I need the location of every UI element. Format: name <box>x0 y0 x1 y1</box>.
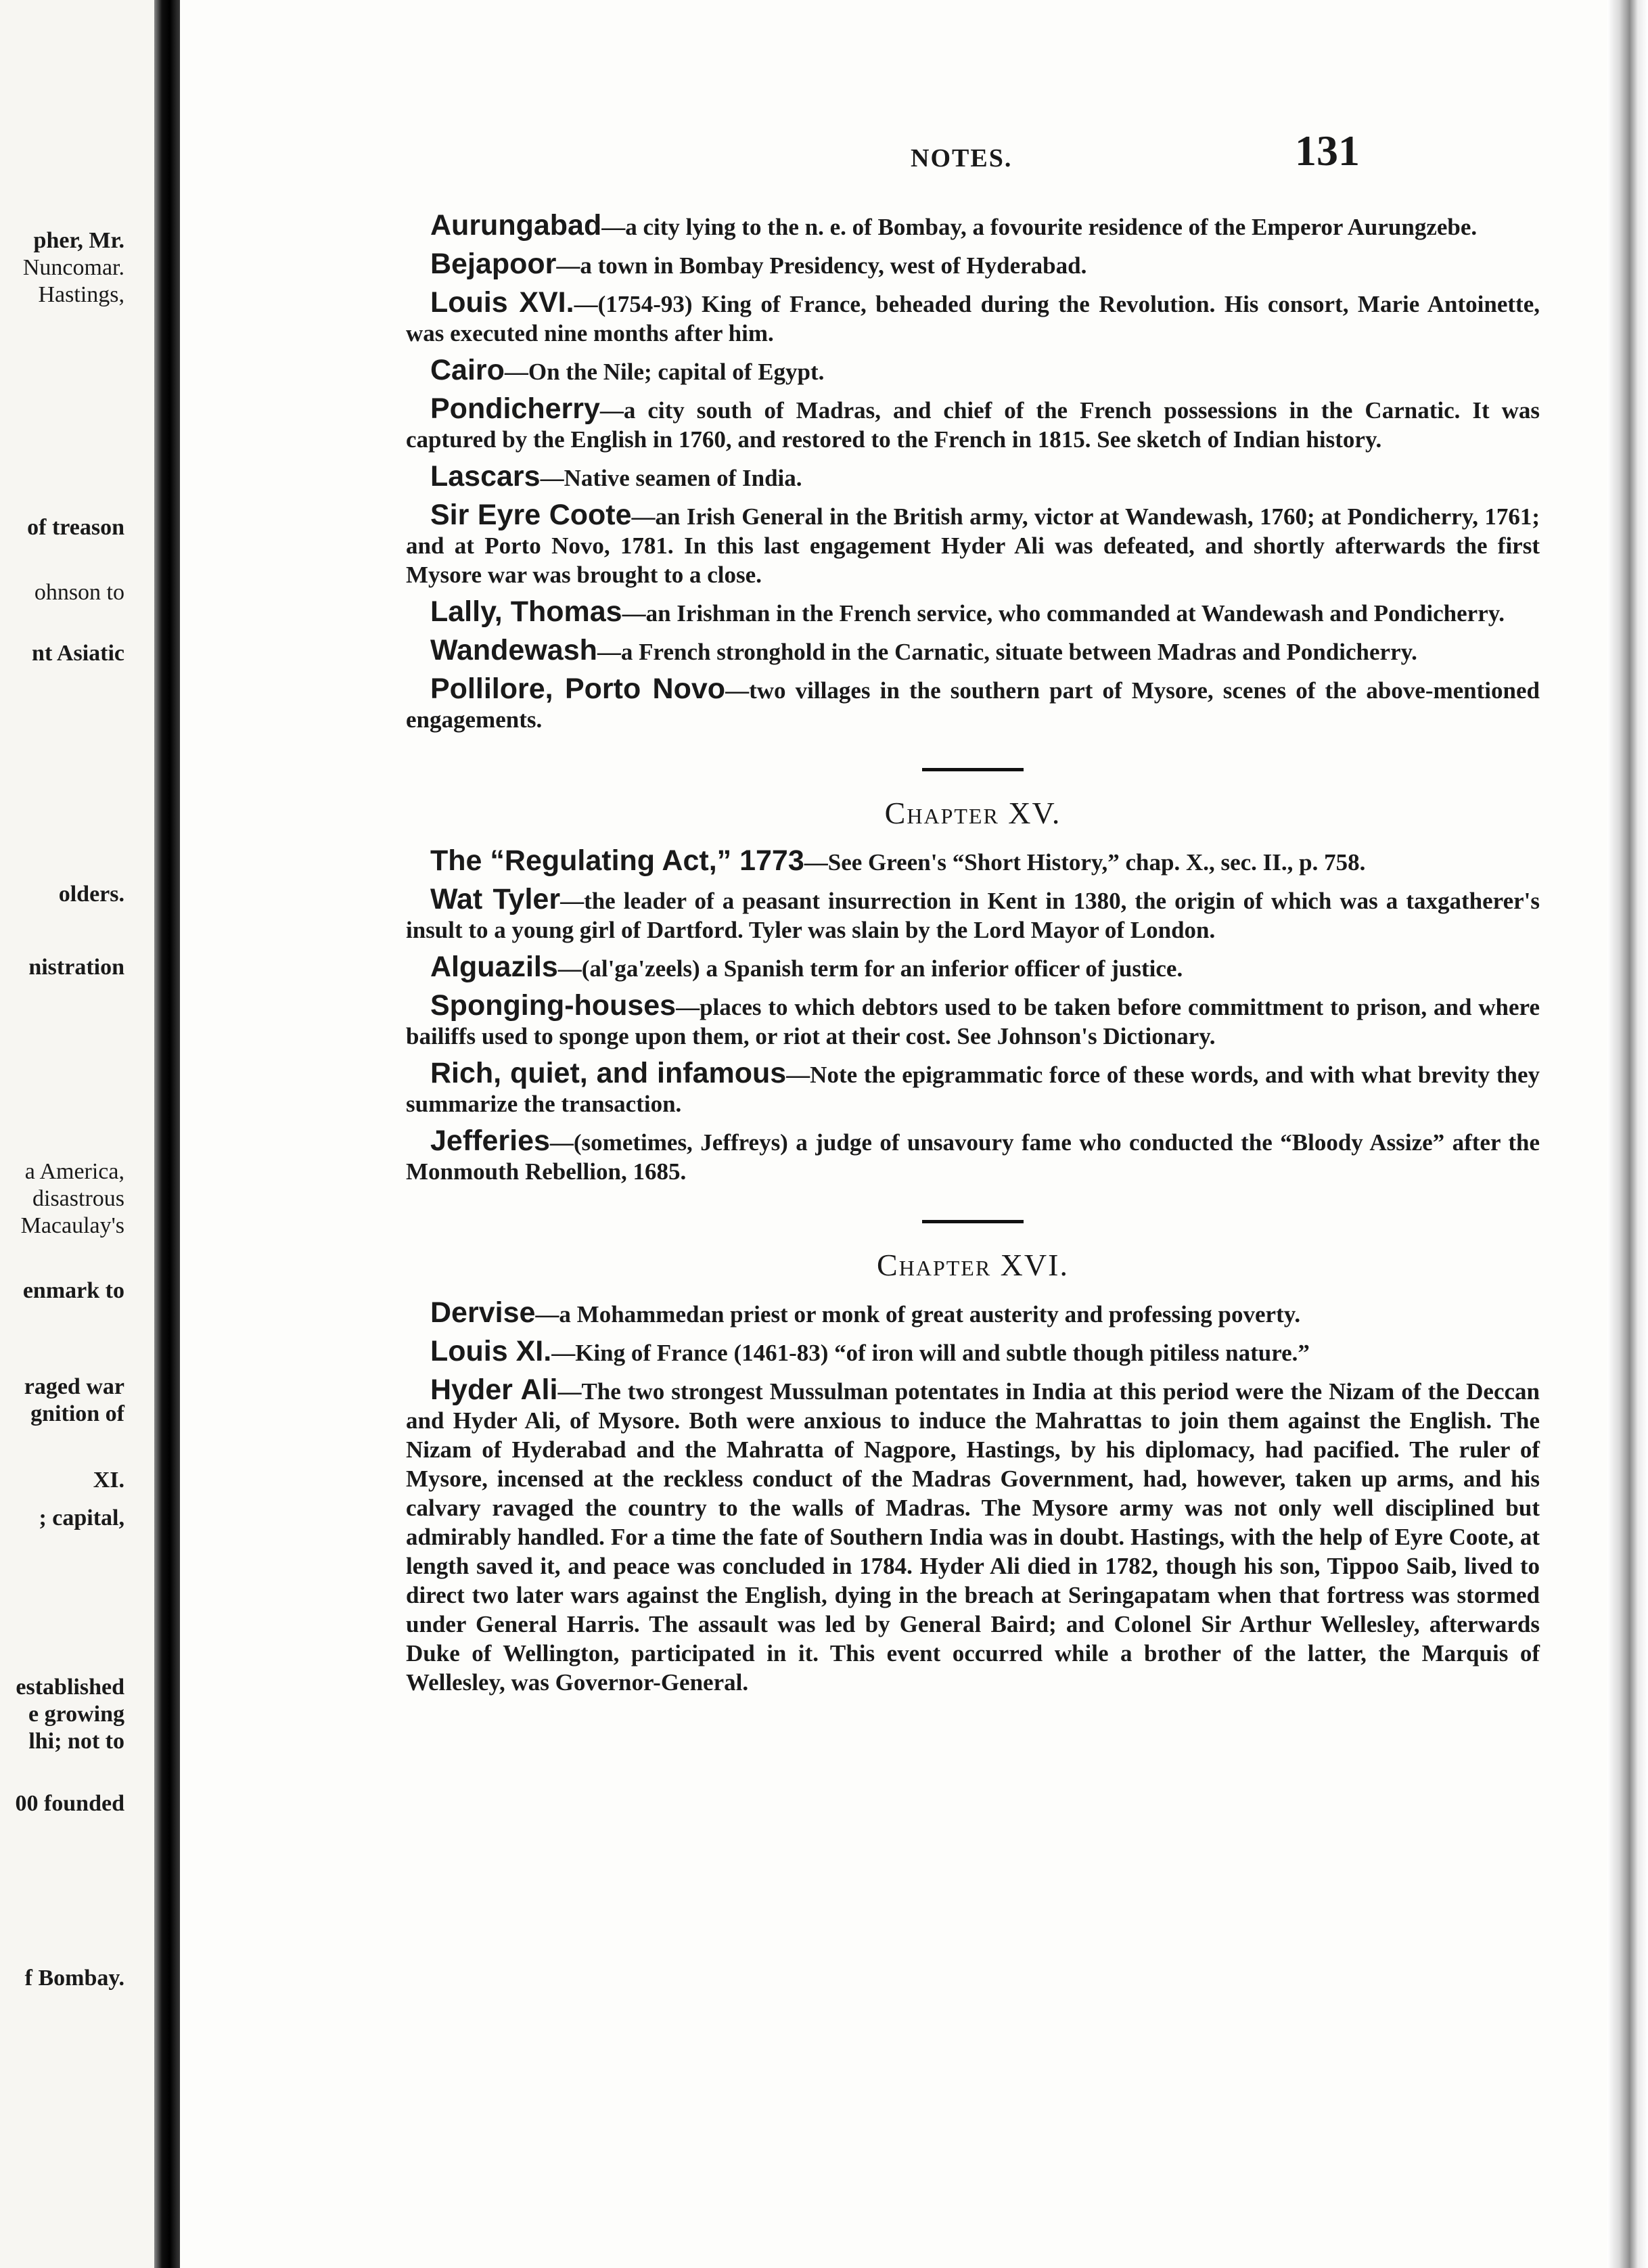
note-entry <box>406 636 1540 666</box>
note-term: Wandewash <box>430 634 597 666</box>
note-term: Rich, quiet, and infamous <box>430 1057 787 1089</box>
book-edge <box>1607 0 1648 2268</box>
note-entry <box>406 1059 1540 1118</box>
note-term: Lally, Thomas <box>430 595 622 628</box>
note-term: Cairo <box>430 354 505 386</box>
facing-page-text: nt Asiatic <box>32 641 124 666</box>
note-entry <box>406 211 1540 242</box>
note-entry <box>406 288 1540 348</box>
note-entry <box>406 394 1540 454</box>
page-number: 131 <box>1295 127 1360 175</box>
note-term: Louis XI. <box>430 1335 552 1367</box>
book-gutter <box>154 0 180 2268</box>
notes-section-chapter-xvi <box>406 1298 1540 1697</box>
facing-page-text: f Bombay. <box>24 1966 124 1991</box>
note-text: —See Green's “Short History,” chap. X., sec. II., p. 758. <box>804 849 1366 876</box>
chapter-xvi-title: Chapter XVI. <box>877 1248 1069 1282</box>
note-text: —(al'ga'zeels) a Spanish term for an inferior officer of justice. <box>557 955 1183 982</box>
note-text: —On the Nile; capital of Egypt. <box>504 359 825 385</box>
note-entry <box>406 675 1540 734</box>
facing-page-text: olders. <box>58 882 124 907</box>
section-divider <box>922 768 1024 771</box>
facing-page-text: Nuncomar. <box>22 255 124 280</box>
chapter-xv-title: Chapter XV. <box>884 796 1061 830</box>
note-text: —two villages in the southern part of Mysore, scenes of the above-mentioned engagements. <box>406 677 1540 733</box>
notes-section-chapter-xiv <box>406 211 1540 734</box>
note-entry <box>406 597 1540 628</box>
notes-section-chapter-xv <box>406 846 1540 1186</box>
note-text: —places to which debtors used to be taken before committment to prison, and where bailiffs used to sponge upon them, or riot at their cost. See Johnson's Dictionary. <box>406 994 1540 1049</box>
book-page <box>180 0 1607 2268</box>
facing-page-text: ohnson to <box>34 580 124 605</box>
note-term: Lascars <box>430 460 541 493</box>
note-entry <box>406 1127 1540 1186</box>
facing-page-text: established <box>16 1675 124 1700</box>
facing-page-text: a America, <box>24 1159 124 1184</box>
note-text: —(1754-93) King of France, beheaded during the Revolution. His consort, Marie Antoinette, was executed nine months after him. <box>406 291 1540 346</box>
facing-page-text: e growing <box>28 1702 124 1727</box>
note-term: Dervise <box>430 1296 536 1329</box>
facing-page-text: enmark to <box>22 1278 124 1303</box>
facing-page-text: 00 founded <box>15 1791 124 1816</box>
note-text: —King of France (1461-83) “of iron will and subtle though pitiless nature.” <box>551 1340 1310 1366</box>
note-text: —Native seamen of India. <box>540 465 802 491</box>
note-entry <box>406 991 1540 1051</box>
note-text: —Note the epigrammatic force of these words, and with what brevity they summarize the transaction. <box>406 1062 1540 1117</box>
facing-page-text: Hastings, <box>38 282 124 307</box>
note-text: —a city lying to the n. e. of Bombay, a fovourite residence of the Emperor Aurungzebe. <box>601 214 1478 240</box>
note-term: Pondicherry <box>430 392 600 425</box>
facing-page-fragment <box>0 0 154 2268</box>
facing-page-text: raged war <box>24 1374 124 1399</box>
note-entry <box>406 953 1540 983</box>
note-text: —(sometimes, Jeffreys) a judge of unsavoury fame who conducted the “Bloody Assize” after the Monmouth Rebellion, 1685. <box>406 1129 1540 1185</box>
facing-page-text: of treason <box>27 515 124 540</box>
running-head: NOTES. <box>911 144 1013 173</box>
facing-page-text: lhi; not to <box>28 1729 124 1754</box>
facing-page-text: Macaulay's <box>20 1213 124 1238</box>
note-entry <box>406 1298 1540 1329</box>
section-divider <box>922 1220 1024 1223</box>
note-entry <box>406 846 1540 877</box>
note-text: —an Irish General in the British army, victor at Wandewash, 1760; at Pondicherry, 1761; and at Porto Novo, 1781. In this last engagement Hyder Ali was defeated, and shortly afterwards the first Mysore war was brought to a close. <box>406 503 1540 588</box>
note-text: —a French stronghold in the Carnatic, situate between Madras and Pondicherry. <box>597 639 1417 665</box>
facing-page-text: gnition of <box>30 1401 124 1426</box>
notes-content <box>406 211 1540 1705</box>
facing-page-text: ; capital, <box>39 1505 124 1530</box>
note-text: —an Irishman in the French service, who commanded at Wandewash and Pondicherry. <box>622 600 1505 627</box>
note-term: Jefferies <box>430 1125 550 1157</box>
note-term: Aurungabad <box>430 209 602 242</box>
note-entry <box>406 1337 1540 1367</box>
note-entry <box>406 885 1540 945</box>
note-term: Bejapoor <box>430 248 557 280</box>
note-entry <box>406 462 1540 493</box>
note-term: Sponging-houses <box>430 989 677 1022</box>
facing-page-text: disastrous <box>32 1186 124 1211</box>
note-entry <box>406 250 1540 280</box>
note-term: Louis XVI. <box>430 286 574 319</box>
facing-page-text: nistration <box>28 955 124 980</box>
note-term: Sir Eyre Coote <box>430 499 632 531</box>
note-term: Pollilore, Porto Novo <box>430 673 726 705</box>
note-text: —a city south of Madras, and chief of the French possessions in the Carnatic. It was captured by the English in 1760, and restored to the French in 1815. See sketch of Indian history. <box>406 397 1540 453</box>
note-term: Wat Tyler <box>430 883 561 915</box>
note-term: The “Regulating Act,” 1773 <box>430 844 804 877</box>
facing-page-text: XI. <box>93 1468 124 1493</box>
note-entry <box>406 501 1540 589</box>
note-text: —The two strongest Mussulman potentates in India at this period were the Nizam of the Deccan and Hyder Ali, of Mysore. Both were anxious to induce the Mahrattas to join them against the English. The Nizam of Hyderabad and the Mahratta of Nagpore, Hastings, by his diplomacy, had pacified. The ruler of Mysore, incensed at the reckless conduct of the Madras Government, had, however, taken up arms, and his calvary ravaged the country to the walls of Madras. The Mysore army was not only well disciplined but admirably handled. For a time the fate of Southern India was in doubt. Hastings, with the help of Eyre Coote, at length saved it, and peace was concluded in 1784. Hyder Ali died in 1782, though his son, Tippoo Saib, lived to direct two later wars against the English, dying in the breach at Seringapatam when that fortress was stormed under General Harris. The assault was led by General Baird; and Colonel Sir Arthur Wellesley, afterwards Duke of Wellington, participated in it. This event occurred while a brother of the latter, the Marquis of Wellesley, was Governor-General. <box>406 1378 1540 1696</box>
note-entry <box>406 1376 1540 1697</box>
note-text: —the leader of a peasant insurrection in Kent in 1380, the origin of which was a taxgatherer's insult to a young girl of Dartford. Tyler was slain by the Lord Mayor of London. <box>406 888 1540 943</box>
note-text: —a Mohammedan priest or monk of great austerity and professing poverty. <box>535 1301 1301 1328</box>
note-term: Hyder Ali <box>430 1374 558 1406</box>
note-term: Alguazils <box>430 951 558 983</box>
facing-page-text: pher, Mr. <box>33 228 124 253</box>
note-entry <box>406 356 1540 386</box>
note-text: —a town in Bombay Presidency, west of Hyderabad. <box>556 252 1087 279</box>
